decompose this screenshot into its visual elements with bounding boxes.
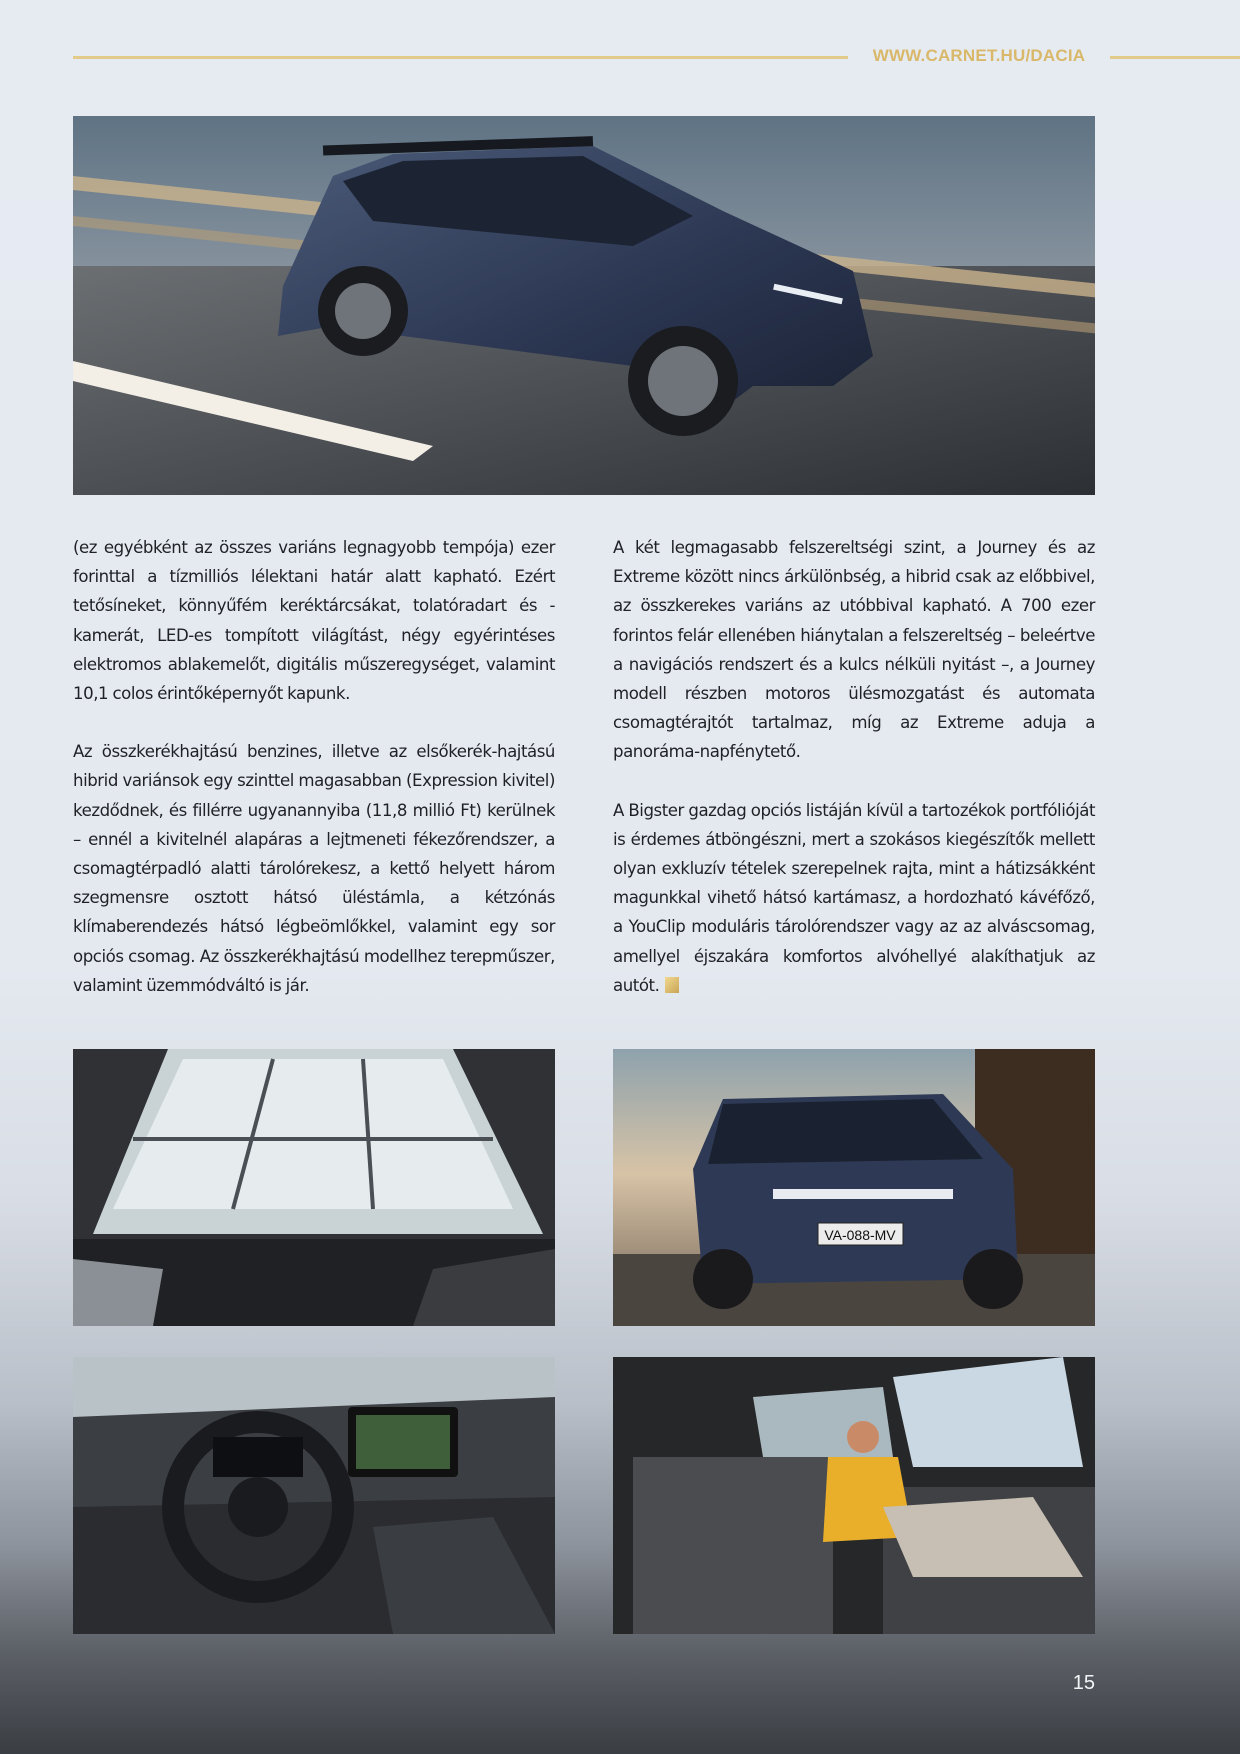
end-mark-icon <box>665 977 679 993</box>
header-rule-left <box>73 56 848 59</box>
paragraph-text: A Bigster gazdag opciós listáján kívül a tartozékok portfólióját is érdemes átböngészni, mert a szokásos kiegészítők mellett olyan exkluzív tételek szerepelnek rajta, mint a hátizsákként magunkkal vihető hátsó kartámasz, a hordozható kávéfőző, a YouClip moduláris tárolórendszer vagy az az alváscsomag, amellyel éjszakára komfortos alvóhellyé alakíthatjuk az autót. <box>613 800 1095 995</box>
header-url[interactable]: WWW.CARNET.HU/DACIA <box>872 46 1086 65</box>
dashboard-photo <box>73 1357 555 1634</box>
paragraph: A két legmagasabb felszereltségi szint, a Journey és az Extreme között nincs árkülönbség, a hibrid csak az előbbivel, az összkerekes variáns az utóbbival kapható. A 700 ezer forintos felár ellenében hiánytalan a felszereltség – beleértve a navigációs rendszert és a kulcs nélküli nyitást –, a Journey modell részben motoros ülésmozgatást és automata csomagtérajtót tartalmaz, míg az Extreme aduja a panoráma-napfénytető. <box>613 538 1095 762</box>
rear-seat-photo <box>613 1357 1095 1634</box>
hero-car-photo <box>73 116 1095 495</box>
front-car-photo <box>613 1049 1095 1326</box>
paragraph-last <box>613 796 1095 1000</box>
article-column-left <box>73 533 555 1029</box>
header-rule-right <box>1110 56 1240 59</box>
paragraph: (ez egyébként az összes variáns legnagyobb tempója) ezer forinttal a tízmilliós lélektani határ alatt kapható. Ezért tetősíneket, könnyűfém keréktárcsákat, tolatóradart és -kamerát, LED-es tompított világítást, négy egyérintéses elektromos ablakemelőt, digitális műszeregységet, valamint 10,1 colos érintőképernyőt kapunk. <box>73 538 555 704</box>
article-column-right <box>613 533 1095 1029</box>
page-number: 15 <box>1072 1672 1095 1694</box>
paragraph: Az összkerékhajtású benzines, illetve az elsőkerék-hajtású hibrid variánsok egy szinttel magasabban (Expression kivitel) kezdődnek, és fillérre ugyanannyiba (11,8 millió Ft) kerülnek – ennél a kivitelnél alapáras a lejtmeneti fékezőrendszer, a csomagtérpadló alatti tárolórekesz, a kettő helyett három szegmensre osztott hátsó üléstámla, a kétzónás klímaberendezés hátsó légbeömlőkkel, valamint egy sor opciós csomag. Az összkerékhajtású modellhez terepműszer, valamint üzemmódváltó is jár. <box>73 742 555 995</box>
sunroof-photo <box>73 1049 555 1326</box>
license-plate-text: VA-088-MV <box>824 1227 896 1243</box>
